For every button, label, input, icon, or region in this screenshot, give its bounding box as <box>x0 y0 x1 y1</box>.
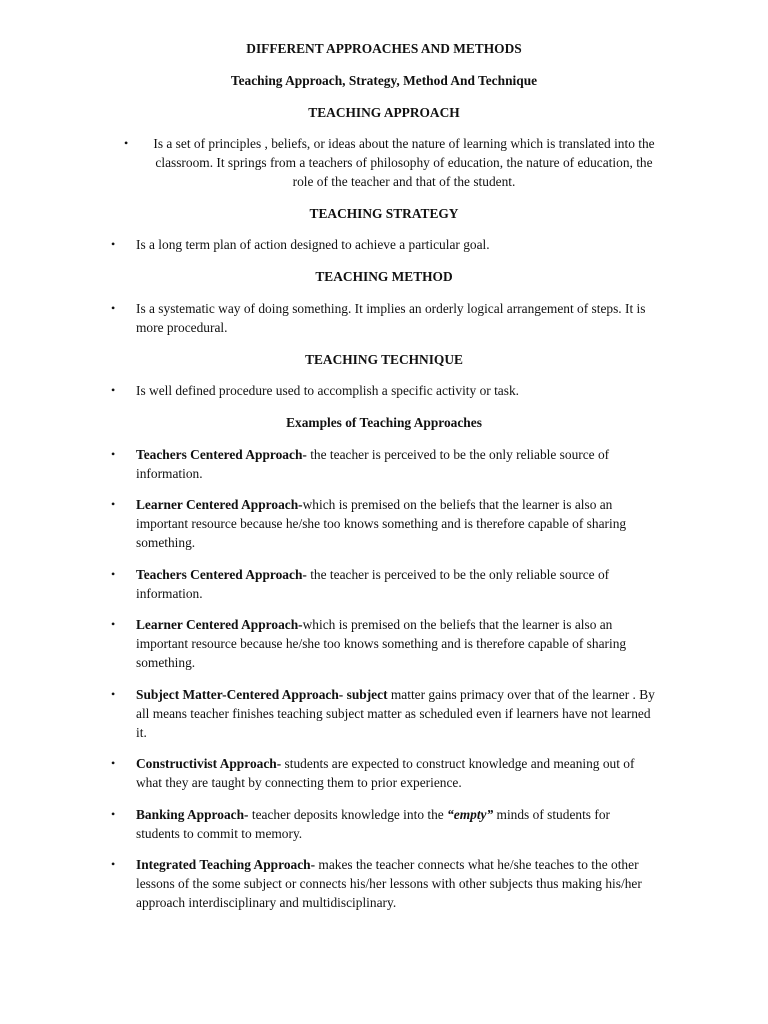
bullet-icon: • <box>111 687 116 701</box>
bullet-icon: • <box>111 301 116 315</box>
example-item <box>136 855 666 912</box>
definition-line: Is well defined procedure used to accomplish a specific activity or task. <box>136 383 519 398</box>
document-title: DIFFERENT APPROACHES AND METHODS <box>246 41 522 56</box>
definition-line: more procedural. <box>136 320 228 335</box>
example-text: matter gains primacy over that of the learner . By <box>387 687 655 702</box>
example-text: something. <box>136 535 196 550</box>
teaching-approach-heading: TEACHING APPROACH <box>308 105 460 120</box>
teaching-method-definition <box>136 299 666 337</box>
example-item <box>136 615 666 672</box>
bullet-icon: • <box>111 237 116 251</box>
bullet-icon: • <box>111 857 116 871</box>
example-text: teacher deposits knowledge into the <box>248 807 448 822</box>
example-text: minds of students for <box>493 807 610 822</box>
example-text: it. <box>136 725 147 740</box>
example-text: students to commit to memory. <box>136 826 303 841</box>
teaching-technique-heading: TEACHING TECHNIQUE <box>305 352 463 367</box>
example-text: all means teacher finishes teaching subject matter as scheduled even if learners have not learned <box>136 706 651 721</box>
example-item <box>136 445 666 483</box>
example-term: Constructivist Approach- <box>136 756 282 771</box>
definition-line: classroom. It springs from a teachers of philosophy of education, the nature of education, the <box>155 155 653 170</box>
teaching-technique-definition <box>136 381 666 400</box>
example-term: Banking Approach- <box>136 807 249 822</box>
bullet-icon: • <box>111 447 116 461</box>
example-item <box>136 805 666 843</box>
example-text: makes the teacher connects what he/she teaches to the other <box>315 857 639 872</box>
example-term: Teachers Centered Approach- <box>136 567 307 582</box>
definition-line: Is a systematic way of doing something. It implies an orderly logical arrangement of steps. It is <box>136 301 646 316</box>
bullet-icon: • <box>111 497 116 511</box>
bullet-icon: • <box>124 136 129 150</box>
definition-line: Is a long term plan of action designed to achieve a particular goal. <box>136 237 490 252</box>
document-subtitle: Teaching Approach, Strategy, Method And Technique <box>230 73 538 88</box>
example-text: students are expected to construct knowledge and meaning out of <box>281 756 635 771</box>
example-text: information. <box>136 586 203 601</box>
example-term: Integrated Teaching Approach- <box>136 857 316 872</box>
teaching-strategy-heading: TEACHING STRATEGY <box>309 206 459 221</box>
example-text: approach interdisciplinary and multidisciplinary. <box>136 895 397 910</box>
bullet-icon: • <box>111 383 116 397</box>
example-term: Learner Centered Approach- <box>136 617 303 632</box>
example-term: Learner Centered Approach- <box>136 497 303 512</box>
example-text: something. <box>136 655 196 670</box>
teaching-strategy-definition <box>136 235 666 254</box>
example-text: lessons of the some subject or connects his/her lessons with other subjects thus making his/her <box>136 876 642 891</box>
example-item <box>136 685 666 742</box>
example-emphasis: “empty” <box>447 807 494 822</box>
teaching-approach-definition <box>140 134 668 191</box>
example-text: the teacher is perceived to be the only reliable source of <box>306 567 610 582</box>
definition-line: role of the teacher and that of the student. <box>292 174 516 189</box>
example-item <box>136 754 666 792</box>
example-term: Subject Matter-Centered Approach- subject <box>136 687 388 702</box>
example-text: what they are taught by connecting them to prior experience. <box>136 775 462 790</box>
bullet-icon: • <box>111 807 116 821</box>
example-text: information. <box>136 466 203 481</box>
example-text: which is premised on the beliefs that the learner is also an <box>302 497 613 512</box>
teaching-method-heading: TEACHING METHOD <box>315 269 453 284</box>
bullet-icon: • <box>111 617 116 631</box>
example-item <box>136 495 666 552</box>
bullet-icon: • <box>111 756 116 770</box>
bullet-icon: • <box>111 567 116 581</box>
example-text: the teacher is perceived to be the only reliable source of <box>306 447 610 462</box>
example-text: important resource because he/she too knows something and is therefore capable of sharing <box>136 636 627 651</box>
example-item <box>136 565 666 603</box>
examples-heading: Examples of Teaching Approaches <box>286 415 482 430</box>
definition-line: Is a set of principles , beliefs, or ideas about the nature of learning which is translated into the <box>153 136 655 151</box>
example-text: important resource because he/she too knows something and is therefore capable of sharing <box>136 516 627 531</box>
example-term: Teachers Centered Approach- <box>136 447 307 462</box>
example-text: which is premised on the beliefs that the learner is also an <box>302 617 613 632</box>
